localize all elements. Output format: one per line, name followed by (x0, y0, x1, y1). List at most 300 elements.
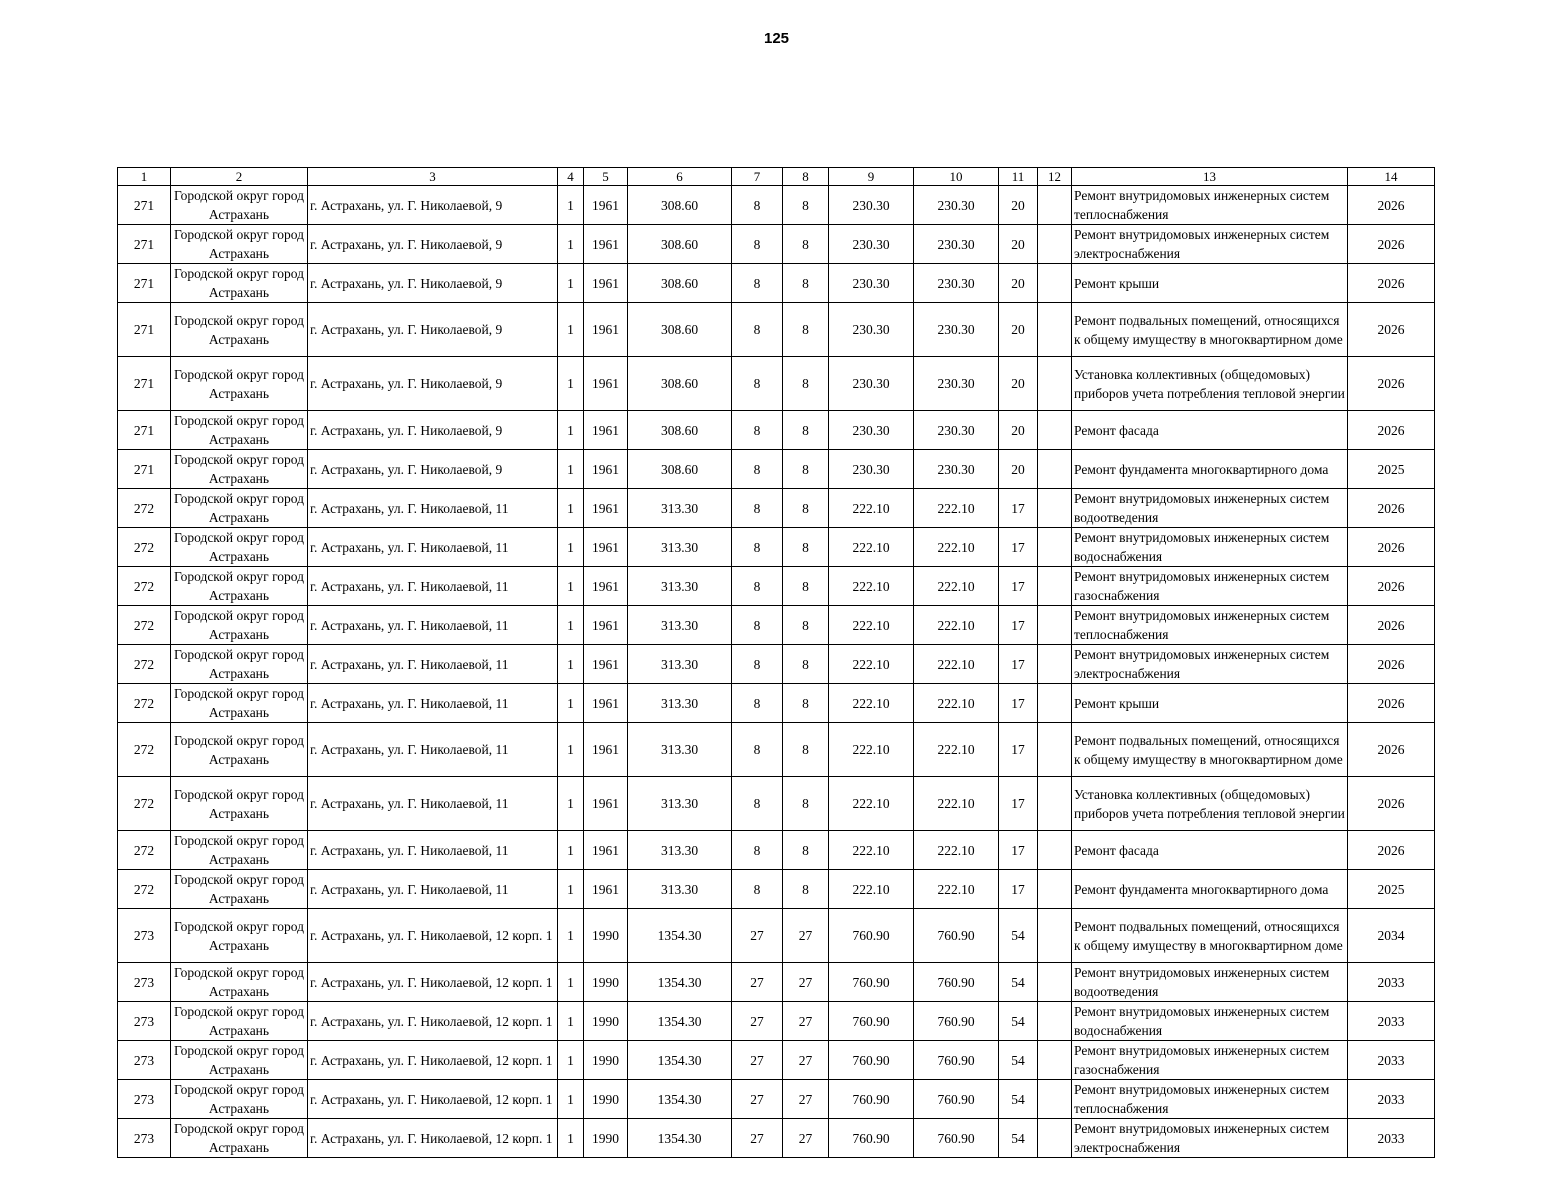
cell-planned-year: 2026 (1348, 645, 1435, 684)
cell-residents: 54 (999, 909, 1038, 963)
cell-col-12 (1038, 684, 1072, 723)
cell-municipality: Городской округ город Астрахань (171, 1080, 308, 1119)
cell-planned-year: 2026 (1348, 528, 1435, 567)
cell-col-12 (1038, 1119, 1072, 1158)
cell-floors-min: 8 (732, 303, 783, 357)
cell-work-type: Установка коллективных (общедомовых) приборов учета потребления тепловой энергии (1072, 357, 1348, 411)
col-header: 11 (999, 168, 1038, 186)
cell-residents: 20 (999, 411, 1038, 450)
cell-year-built: 1961 (584, 264, 628, 303)
cell-row-number: 272 (118, 723, 171, 777)
cell-floors-min: 8 (732, 831, 783, 870)
cell-row-number: 273 (118, 1080, 171, 1119)
cell-planned-year: 2026 (1348, 606, 1435, 645)
cell-living-area: 222.10 (829, 870, 914, 909)
cell-residential-area: 222.10 (914, 777, 999, 831)
table-row (118, 303, 1435, 357)
cell-address: г. Астрахань, ул. Г. Николаевой, 9 (308, 264, 558, 303)
cell-living-area: 760.90 (829, 909, 914, 963)
cell-row-number: 272 (118, 606, 171, 645)
cell-work-type: Ремонт внутридомовых инженерных систем теплоснабжения (1072, 1080, 1348, 1119)
table-row (118, 684, 1435, 723)
table-row (118, 606, 1435, 645)
table-row (118, 723, 1435, 777)
cell-total-area: 313.30 (628, 870, 732, 909)
cell-planned-year: 2026 (1348, 186, 1435, 225)
cell-municipality: Городской округ город Астрахань (171, 870, 308, 909)
cell-planned-year: 2026 (1348, 411, 1435, 450)
cell-residential-area: 222.10 (914, 489, 999, 528)
cell-col-12 (1038, 645, 1072, 684)
cell-work-type: Ремонт внутридомовых инженерных систем водоснабжения (1072, 1002, 1348, 1041)
col-header: 13 (1072, 168, 1348, 186)
cell-living-area: 760.90 (829, 1041, 914, 1080)
col-header: 9 (829, 168, 914, 186)
table-row (118, 264, 1435, 303)
cell-col-12 (1038, 528, 1072, 567)
cell-municipality: Городской округ город Астрахань (171, 684, 308, 723)
table-row (118, 411, 1435, 450)
cell-row-number: 271 (118, 303, 171, 357)
cell-living-area: 760.90 (829, 1080, 914, 1119)
cell-municipality: Городской округ город Астрахань (171, 723, 308, 777)
cell-floors-min: 27 (732, 1002, 783, 1041)
cell-work-type: Ремонт подвальных помещений, относящихся к общему имуществу в многоквартирном доме (1072, 909, 1348, 963)
cell-residential-area: 760.90 (914, 1041, 999, 1080)
cell-row-number: 272 (118, 777, 171, 831)
cell-floors-min: 8 (732, 225, 783, 264)
col-header: 8 (783, 168, 829, 186)
cell-municipality: Городской округ город Астрахань (171, 264, 308, 303)
cell-planned-year: 2034 (1348, 909, 1435, 963)
cell-col-12 (1038, 870, 1072, 909)
cell-planned-year: 2026 (1348, 357, 1435, 411)
cell-floors-min: 8 (732, 186, 783, 225)
cell-residents: 54 (999, 1119, 1038, 1158)
cell-col-12 (1038, 489, 1072, 528)
cell-building-count: 1 (558, 186, 584, 225)
cell-row-number: 272 (118, 645, 171, 684)
cell-planned-year: 2026 (1348, 723, 1435, 777)
cell-municipality: Городской округ город Астрахань (171, 528, 308, 567)
table-row (118, 567, 1435, 606)
cell-year-built: 1990 (584, 1041, 628, 1080)
cell-year-built: 1961 (584, 411, 628, 450)
cell-floors-max: 8 (783, 450, 829, 489)
table-row (118, 831, 1435, 870)
cell-floors-max: 8 (783, 567, 829, 606)
cell-building-count: 1 (558, 489, 584, 528)
cell-building-count: 1 (558, 357, 584, 411)
cell-building-count: 1 (558, 450, 584, 489)
cell-work-type: Ремонт внутридомовых инженерных систем водоотведения (1072, 963, 1348, 1002)
cell-residential-area: 222.10 (914, 645, 999, 684)
cell-total-area: 1354.30 (628, 1002, 732, 1041)
cell-address: г. Астрахань, ул. Г. Николаевой, 11 (308, 567, 558, 606)
cell-planned-year: 2033 (1348, 1041, 1435, 1080)
cell-floors-max: 8 (783, 225, 829, 264)
cell-address: г. Астрахань, ул. Г. Николаевой, 12 корп. 1 (308, 963, 558, 1002)
cell-municipality: Городской округ город Астрахань (171, 831, 308, 870)
cell-building-count: 1 (558, 1119, 584, 1158)
cell-work-type: Ремонт внутридомовых инженерных систем теплоснабжения (1072, 186, 1348, 225)
cell-year-built: 1990 (584, 1080, 628, 1119)
cell-row-number: 273 (118, 909, 171, 963)
cell-year-built: 1961 (584, 831, 628, 870)
cell-year-built: 1961 (584, 870, 628, 909)
cell-col-12 (1038, 450, 1072, 489)
cell-total-area: 308.60 (628, 303, 732, 357)
cell-address: г. Астрахань, ул. Г. Николаевой, 9 (308, 357, 558, 411)
cell-municipality: Городской округ город Астрахань (171, 777, 308, 831)
cell-municipality: Городской округ город Астрахань (171, 450, 308, 489)
cell-row-number: 271 (118, 186, 171, 225)
cell-total-area: 308.60 (628, 357, 732, 411)
cell-work-type: Ремонт внутридомовых инженерных систем водоотведения (1072, 489, 1348, 528)
col-header: 3 (308, 168, 558, 186)
cell-address: г. Астрахань, ул. Г. Николаевой, 9 (308, 411, 558, 450)
cell-total-area: 313.30 (628, 723, 732, 777)
cell-address: г. Астрахань, ул. Г. Николаевой, 11 (308, 870, 558, 909)
cell-living-area: 222.10 (829, 831, 914, 870)
cell-address: г. Астрахань, ул. Г. Николаевой, 11 (308, 606, 558, 645)
cell-address: г. Астрахань, ул. Г. Николаевой, 12 корп. 1 (308, 1119, 558, 1158)
table-row (118, 1041, 1435, 1080)
cell-building-count: 1 (558, 567, 584, 606)
cell-planned-year: 2026 (1348, 831, 1435, 870)
cell-living-area: 222.10 (829, 645, 914, 684)
cell-floors-min: 27 (732, 1119, 783, 1158)
cell-col-12 (1038, 963, 1072, 1002)
cell-residential-area: 230.30 (914, 411, 999, 450)
table-row (118, 186, 1435, 225)
cell-floors-max: 27 (783, 1041, 829, 1080)
cell-total-area: 313.30 (628, 489, 732, 528)
cell-building-count: 1 (558, 1002, 584, 1041)
cell-floors-max: 27 (783, 1119, 829, 1158)
page-number: 125 (763, 30, 790, 47)
cell-municipality: Городской округ город Астрахань (171, 225, 308, 264)
cell-row-number: 272 (118, 684, 171, 723)
cell-row-number: 272 (118, 831, 171, 870)
cell-floors-min: 8 (732, 567, 783, 606)
cell-address: г. Астрахань, ул. Г. Николаевой, 9 (308, 450, 558, 489)
cell-total-area: 1354.30 (628, 963, 732, 1002)
cell-floors-min: 27 (732, 1041, 783, 1080)
cell-residential-area: 760.90 (914, 1119, 999, 1158)
cell-row-number: 272 (118, 567, 171, 606)
cell-municipality: Городской округ город Астрахань (171, 909, 308, 963)
cell-floors-max: 8 (783, 870, 829, 909)
cell-year-built: 1961 (584, 489, 628, 528)
cell-living-area: 230.30 (829, 357, 914, 411)
cell-building-count: 1 (558, 909, 584, 963)
cell-col-12 (1038, 264, 1072, 303)
cell-year-built: 1961 (584, 450, 628, 489)
cell-row-number: 272 (118, 870, 171, 909)
cell-col-12 (1038, 1002, 1072, 1041)
cell-address: г. Астрахань, ул. Г. Николаевой, 11 (308, 777, 558, 831)
cell-residential-area: 222.10 (914, 723, 999, 777)
table-row (118, 1002, 1435, 1041)
cell-municipality: Городской округ город Астрахань (171, 186, 308, 225)
cell-municipality: Городской округ город Астрахань (171, 357, 308, 411)
table-row (118, 1080, 1435, 1119)
cell-floors-min: 8 (732, 870, 783, 909)
cell-residential-area: 230.30 (914, 303, 999, 357)
cell-row-number: 271 (118, 264, 171, 303)
cell-address: г. Астрахань, ул. Г. Николаевой, 12 корп. 1 (308, 909, 558, 963)
cell-building-count: 1 (558, 870, 584, 909)
cell-total-area: 308.60 (628, 225, 732, 264)
table-row (118, 528, 1435, 567)
cell-floors-max: 8 (783, 186, 829, 225)
cell-planned-year: 2026 (1348, 777, 1435, 831)
cell-year-built: 1961 (584, 723, 628, 777)
table-body (118, 186, 1435, 1158)
cell-work-type: Ремонт фундамента многоквартирного дома (1072, 870, 1348, 909)
cell-residents: 20 (999, 225, 1038, 264)
cell-residential-area: 760.90 (914, 1080, 999, 1119)
cell-floors-min: 8 (732, 357, 783, 411)
cell-living-area: 222.10 (829, 723, 914, 777)
cell-total-area: 308.60 (628, 450, 732, 489)
cell-residents: 17 (999, 645, 1038, 684)
col-header: 12 (1038, 168, 1072, 186)
cell-floors-max: 8 (783, 831, 829, 870)
cell-living-area: 760.90 (829, 1002, 914, 1041)
cell-living-area: 760.90 (829, 1119, 914, 1158)
cell-residential-area: 222.10 (914, 870, 999, 909)
cell-total-area: 313.30 (628, 567, 732, 606)
cell-work-type: Ремонт внутридомовых инженерных систем теплоснабжения (1072, 606, 1348, 645)
cell-municipality: Городской округ город Астрахань (171, 567, 308, 606)
cell-floors-max: 8 (783, 411, 829, 450)
cell-residents: 17 (999, 870, 1038, 909)
cell-residents: 17 (999, 723, 1038, 777)
cell-living-area: 222.10 (829, 489, 914, 528)
cell-building-count: 1 (558, 1080, 584, 1119)
column-number-row (118, 168, 1435, 186)
cell-building-count: 1 (558, 528, 584, 567)
cell-col-12 (1038, 225, 1072, 264)
cell-building-count: 1 (558, 303, 584, 357)
cell-total-area: 308.60 (628, 186, 732, 225)
cell-floors-max: 27 (783, 963, 829, 1002)
cell-planned-year: 2026 (1348, 225, 1435, 264)
cell-residents: 17 (999, 567, 1038, 606)
cell-living-area: 222.10 (829, 528, 914, 567)
cell-col-12 (1038, 567, 1072, 606)
cell-address: г. Астрахань, ул. Г. Николаевой, 9 (308, 225, 558, 264)
cell-year-built: 1990 (584, 963, 628, 1002)
col-header: 4 (558, 168, 584, 186)
cell-living-area: 230.30 (829, 186, 914, 225)
cell-col-12 (1038, 777, 1072, 831)
cell-residents: 17 (999, 777, 1038, 831)
cell-building-count: 1 (558, 684, 584, 723)
cell-floors-min: 8 (732, 606, 783, 645)
cell-total-area: 313.30 (628, 606, 732, 645)
cell-residential-area: 222.10 (914, 606, 999, 645)
cell-floors-max: 8 (783, 357, 829, 411)
cell-floors-min: 8 (732, 723, 783, 777)
cell-year-built: 1961 (584, 606, 628, 645)
cell-col-12 (1038, 909, 1072, 963)
cell-building-count: 1 (558, 723, 584, 777)
cell-residents: 20 (999, 357, 1038, 411)
table-row (118, 450, 1435, 489)
cell-planned-year: 2033 (1348, 1002, 1435, 1041)
cell-planned-year: 2033 (1348, 963, 1435, 1002)
col-header: 7 (732, 168, 783, 186)
col-header: 6 (628, 168, 732, 186)
cell-residential-area: 230.30 (914, 450, 999, 489)
cell-residents: 17 (999, 684, 1038, 723)
cell-floors-min: 8 (732, 528, 783, 567)
cell-living-area: 222.10 (829, 567, 914, 606)
cell-residential-area: 222.10 (914, 684, 999, 723)
cell-residents: 17 (999, 606, 1038, 645)
cell-year-built: 1990 (584, 909, 628, 963)
cell-total-area: 1354.30 (628, 909, 732, 963)
cell-year-built: 1961 (584, 303, 628, 357)
cell-total-area: 308.60 (628, 264, 732, 303)
cell-year-built: 1961 (584, 684, 628, 723)
cell-work-type: Ремонт фасада (1072, 831, 1348, 870)
cell-living-area: 222.10 (829, 777, 914, 831)
cell-address: г. Астрахань, ул. Г. Николаевой, 11 (308, 723, 558, 777)
cell-residential-area: 760.90 (914, 963, 999, 1002)
cell-municipality: Городской округ город Астрахань (171, 411, 308, 450)
cell-building-count: 1 (558, 411, 584, 450)
cell-row-number: 271 (118, 357, 171, 411)
table-row (118, 225, 1435, 264)
cell-residential-area: 760.90 (914, 1002, 999, 1041)
table-row (118, 1119, 1435, 1158)
cell-floors-min: 8 (732, 411, 783, 450)
cell-total-area: 313.30 (628, 831, 732, 870)
cell-residential-area: 222.10 (914, 528, 999, 567)
table-row (118, 777, 1435, 831)
cell-year-built: 1990 (584, 1002, 628, 1041)
table-row (118, 489, 1435, 528)
table-row (118, 357, 1435, 411)
cell-residents: 54 (999, 1002, 1038, 1041)
col-header: 10 (914, 168, 999, 186)
cell-floors-min: 8 (732, 777, 783, 831)
cell-work-type: Ремонт подвальных помещений, относящихся к общему имуществу в многоквартирном доме (1072, 723, 1348, 777)
cell-work-type: Ремонт крыши (1072, 264, 1348, 303)
cell-col-12 (1038, 1080, 1072, 1119)
cell-living-area: 230.30 (829, 411, 914, 450)
cell-work-type: Ремонт внутридомовых инженерных систем газоснабжения (1072, 1041, 1348, 1080)
cell-residents: 17 (999, 528, 1038, 567)
col-header: 14 (1348, 168, 1435, 186)
cell-planned-year: 2033 (1348, 1080, 1435, 1119)
col-header: 2 (171, 168, 308, 186)
cell-col-12 (1038, 186, 1072, 225)
cell-work-type: Ремонт внутридомовых инженерных систем электроснабжения (1072, 225, 1348, 264)
cell-residential-area: 760.90 (914, 909, 999, 963)
cell-planned-year: 2026 (1348, 303, 1435, 357)
cell-municipality: Городской округ город Астрахань (171, 645, 308, 684)
cell-total-area: 313.30 (628, 777, 732, 831)
cell-living-area: 230.30 (829, 225, 914, 264)
cell-living-area: 230.30 (829, 264, 914, 303)
cell-living-area: 230.30 (829, 303, 914, 357)
cell-building-count: 1 (558, 606, 584, 645)
cell-residents: 17 (999, 831, 1038, 870)
cell-residential-area: 222.10 (914, 567, 999, 606)
cell-residential-area: 230.30 (914, 357, 999, 411)
capital-repair-table (117, 167, 1435, 1158)
cell-building-count: 1 (558, 831, 584, 870)
cell-address: г. Астрахань, ул. Г. Николаевой, 11 (308, 528, 558, 567)
cell-address: г. Астрахань, ул. Г. Николаевой, 11 (308, 489, 558, 528)
cell-municipality: Городской округ город Астрахань (171, 606, 308, 645)
cell-floors-min: 8 (732, 489, 783, 528)
cell-residents: 20 (999, 303, 1038, 357)
cell-municipality: Городской округ город Астрахань (171, 303, 308, 357)
cell-floors-max: 8 (783, 528, 829, 567)
cell-col-12 (1038, 831, 1072, 870)
cell-address: г. Астрахань, ул. Г. Николаевой, 12 корп. 1 (308, 1002, 558, 1041)
cell-floors-max: 8 (783, 606, 829, 645)
cell-floors-min: 27 (732, 963, 783, 1002)
cell-work-type: Ремонт подвальных помещений, относящихся к общему имуществу в многоквартирном доме (1072, 303, 1348, 357)
cell-floors-max: 27 (783, 1080, 829, 1119)
cell-planned-year: 2026 (1348, 684, 1435, 723)
cell-row-number: 272 (118, 528, 171, 567)
cell-residents: 20 (999, 264, 1038, 303)
cell-floors-min: 8 (732, 450, 783, 489)
col-header: 5 (584, 168, 628, 186)
cell-col-12 (1038, 357, 1072, 411)
cell-work-type: Ремонт внутридомовых инженерных систем водоснабжения (1072, 528, 1348, 567)
table-row (118, 645, 1435, 684)
cell-row-number: 273 (118, 1041, 171, 1080)
cell-living-area: 222.10 (829, 684, 914, 723)
cell-floors-min: 27 (732, 1080, 783, 1119)
cell-year-built: 1961 (584, 528, 628, 567)
cell-floors-max: 27 (783, 909, 829, 963)
cell-col-12 (1038, 606, 1072, 645)
cell-total-area: 308.60 (628, 411, 732, 450)
cell-work-type: Ремонт фундамента многоквартирного дома (1072, 450, 1348, 489)
cell-year-built: 1990 (584, 1119, 628, 1158)
cell-work-type: Ремонт внутридомовых инженерных систем газоснабжения (1072, 567, 1348, 606)
cell-work-type: Установка коллективных (общедомовых) приборов учета потребления тепловой энергии (1072, 777, 1348, 831)
cell-col-12 (1038, 411, 1072, 450)
cell-living-area: 222.10 (829, 606, 914, 645)
table-row (118, 909, 1435, 963)
cell-year-built: 1961 (584, 645, 628, 684)
cell-floors-max: 8 (783, 489, 829, 528)
cell-planned-year: 2033 (1348, 1119, 1435, 1158)
cell-address: г. Астрахань, ул. Г. Николаевой, 9 (308, 186, 558, 225)
cell-floors-min: 8 (732, 684, 783, 723)
cell-year-built: 1961 (584, 225, 628, 264)
cell-building-count: 1 (558, 645, 584, 684)
cell-total-area: 313.30 (628, 684, 732, 723)
cell-municipality: Городской округ город Астрахань (171, 1119, 308, 1158)
cell-planned-year: 2025 (1348, 450, 1435, 489)
col-header: 1 (118, 168, 171, 186)
cell-address: г. Астрахань, ул. Г. Николаевой, 9 (308, 303, 558, 357)
cell-residents: 54 (999, 1041, 1038, 1080)
cell-residential-area: 230.30 (914, 186, 999, 225)
